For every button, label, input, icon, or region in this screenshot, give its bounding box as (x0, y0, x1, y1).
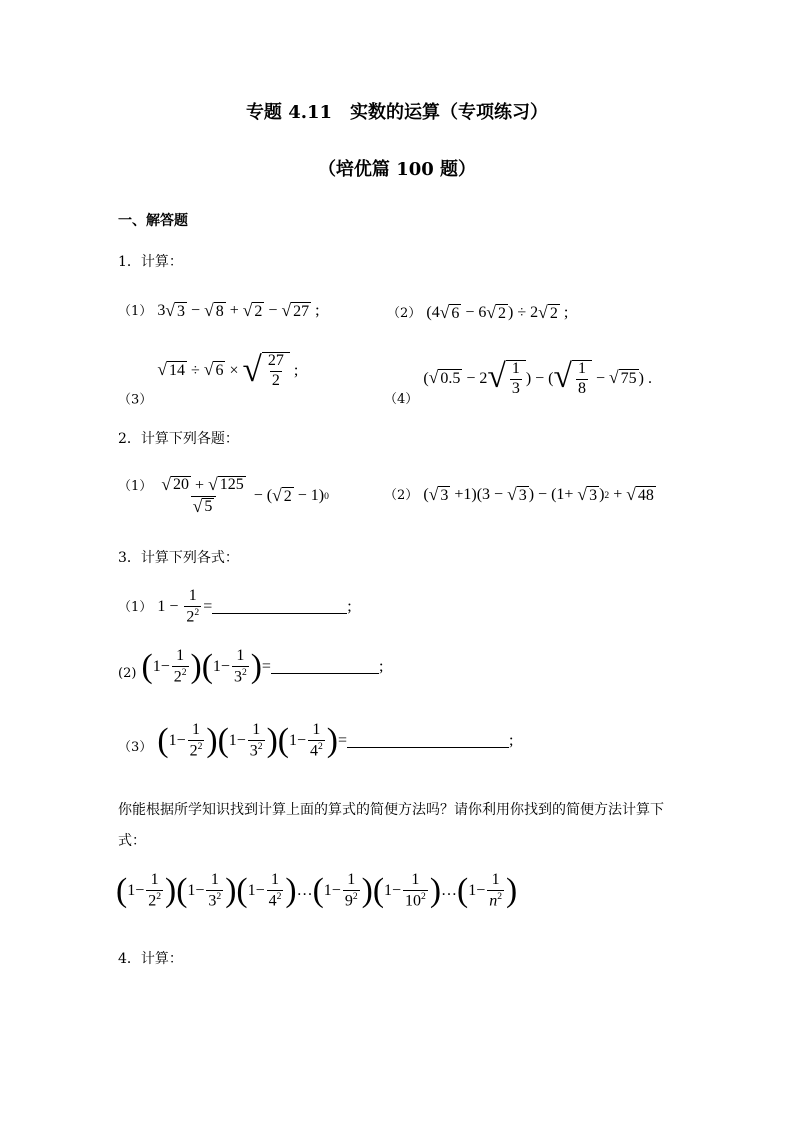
q3-stem: 3．计算下列各式： (118, 550, 239, 566)
q1-part3-expression: √ 14 ÷ √ 6 × √ $\frac{27}{2}$ ; (157, 350, 299, 389)
q2-part1-label: （1） (118, 479, 153, 494)
q1-part2 (387, 302, 568, 323)
q1-stem: 1．计算： (118, 254, 183, 270)
section-heading: 一、解答题 (118, 213, 188, 229)
page-title: 专题 4.11 实数的运算（专项练习） (245, 102, 549, 123)
q3-paragraph-line2: 式： (118, 833, 146, 849)
q2-part2 (384, 484, 656, 505)
q2-stem: 2．计算下列各题： (118, 431, 239, 447)
q1-part4-expression: ( √ 0.5 − 2 √ $\frac{1}{3}$ ) − ( √ $\frac{1}{8}$ − √ 75 ) . (423, 358, 652, 397)
q4-stem: 4．计算： (118, 951, 183, 967)
q3-part3-expression: ( 1− $\frac{1}{2^2}$ ) ( 1− $\frac{1}{3^2}$ ) ( 1− $\frac{1}{4^2}$ ) = ; (157, 721, 514, 760)
q3-part2-expression: ( 1− $\frac{1}{2^2}$ ) ( 1− $\frac{1}{3^2}$ ) = ; (141, 647, 384, 686)
q1-part4-label: （4） (384, 391, 419, 407)
q2-part2-expression: ( √ 3 +1)(3 − √ 3 ) − (1+ √ 3 ) 2 + √ 48 (423, 483, 654, 504)
answer-blank[interactable] (347, 733, 509, 748)
q3-product-expression (116, 872, 517, 910)
answer-blank[interactable] (271, 659, 379, 674)
q1-part2-expression: (4 √ 6 − 6 √ 2 ) ÷ 2 √ 2 ; (426, 301, 569, 322)
q1-part1-label: （1） (118, 304, 153, 319)
q2-part2-label: （2） (384, 488, 419, 503)
q3-part1 (118, 588, 352, 626)
q3-part3-label: （3） (118, 740, 153, 756)
q1-part1 (118, 300, 320, 321)
q3-part1-expression: 1 − $\frac{1}{2^2}$ = ; (157, 587, 352, 626)
q1-part2-label: （2） (387, 306, 422, 321)
page-subtitle: （培优篇 100 题） (317, 159, 477, 180)
q1-part3-label: （3） (118, 392, 153, 408)
q1-part1-expression: 3 √ 3 − √ 8 + √ 2 − √ 27 ; (157, 299, 320, 320)
q3-paragraph-line1: 你能根据所学知识找到计算上面的算式的简便方法吗？请你利用你找到的简便方法计算下 (118, 802, 664, 818)
q1-part3 (118, 352, 298, 407)
q3-part3 (118, 722, 513, 760)
q1-part4 (384, 360, 652, 407)
q3-part2 (118, 648, 383, 686)
q2-part1 (118, 475, 329, 517)
q3-part2-label: (2) (118, 666, 137, 682)
q2-part1-expression: √ 20 + √ 125 √ 5 − ( √ 2 − 1) 0 (161, 474, 329, 516)
q3-product-formula: ( 1− $\frac{1}{2^2}$ ) ( 1− $\frac{1}{3^2}$ ) ( 1− $\frac{1}{4^2}$ ) … ( 1− $\frac{1}{9^2}$ ) ( 1− $\frac{1}{10^2}$ ) … ( 1− $\frac{1}{n^2}$ ) (116, 871, 518, 910)
answer-blank[interactable] (212, 599, 347, 614)
q3-part1-label: （1） (118, 599, 153, 615)
